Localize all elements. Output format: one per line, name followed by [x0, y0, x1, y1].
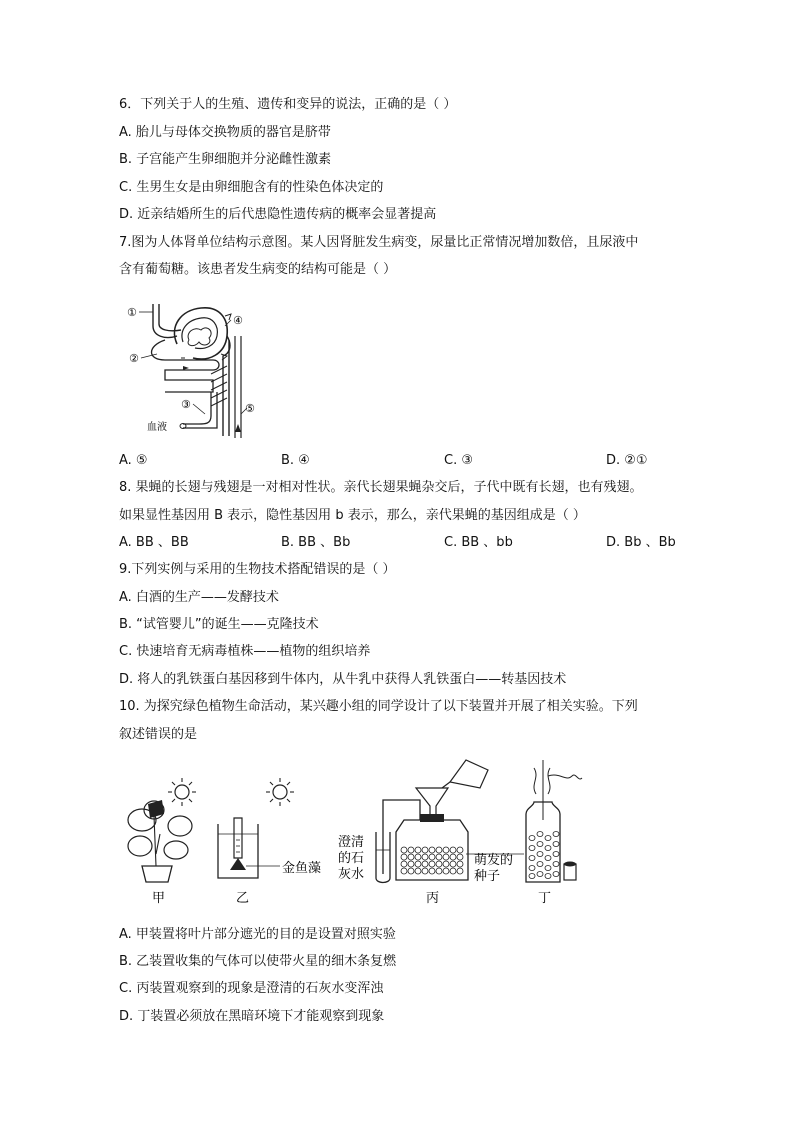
bing-apparatus	[338, 760, 488, 906]
q9-stem: 9.下列实例与采用的生物技术搭配错误的是（ ）	[119, 562, 396, 577]
q7-option-b: B. ④	[281, 453, 310, 468]
q10-stem-line-2: 叙述错误的是	[119, 727, 198, 742]
q10-option-d: D. 丁装置必须放在黑暗环境下才能观察到现象	[119, 1009, 385, 1024]
q9-option-b: B. “试管婴儿”的诞生——克隆技术	[119, 617, 319, 632]
q6-option-a: A. 胎儿与母体交换物质的器官是脐带	[119, 125, 331, 140]
nephron-label-3: ③	[181, 398, 191, 411]
q8-option-c: C. BB 、bb	[444, 535, 513, 550]
q6-option-b: B. 子宫能产生卵细胞并分泌雌性激素	[119, 152, 332, 167]
label-limewater-3: 灰水	[338, 867, 365, 882]
label-seeds-2: 种子	[474, 869, 501, 884]
nephron-label-2: ②	[129, 352, 139, 365]
nephron-label-4: ④	[233, 314, 243, 327]
jia-apparatus	[128, 778, 196, 906]
q7-stem-line-1: 7.图为人体肾单位结构示意图。某人因肾脏发生病变，尿量比正常情况增加数倍，且尿液中	[119, 235, 639, 250]
label-yi: 乙	[236, 891, 250, 906]
label-limewater-2: 的石	[338, 851, 365, 866]
q8-stem-line-1: 8. 果蝇的长翅与残翅是一对相对性状。亲代长翅果蝇杂交后，子代中既有长翅，也有残翅。	[119, 480, 643, 495]
q7-option-c: C. ③	[444, 453, 473, 468]
q10-option-a: A. 甲装置将叶片部分遮光的目的是设置对照实验	[119, 927, 396, 942]
q7-stem-line-2: 含有葡萄糖。该患者发生病变的结构可能是（ ）	[119, 262, 397, 277]
q7-option-d: D. ②①	[606, 453, 648, 468]
q8-option-d: D. Bb 、Bb	[606, 535, 676, 550]
nephron-label-1: ①	[127, 306, 137, 319]
ding-apparatus	[466, 760, 582, 906]
q8-option-b: B. BB 、Bb	[281, 535, 351, 550]
nephron-label-5: ⑤	[245, 402, 255, 415]
label-limewater-1: 澄清	[338, 835, 365, 850]
label-jia: 甲	[152, 891, 166, 906]
q9-option-d: D. 将人的乳铁蛋白基因移到牛体内，从牛乳中获得人乳铁蛋白——转基因技术	[119, 672, 567, 687]
q8-stem-line-2: 如果显性基因用 B 表示，隐性基因用 b 表示，那么，亲代果蝇的基因组成是（ ）	[119, 508, 586, 523]
q10-stem-line-1: 10. 为探究绿色植物生命活动，某兴趣小组的同学设计了以下装置并开展了相关实验。下列	[119, 699, 638, 714]
label-ding: 丁	[538, 891, 552, 906]
q10-option-b: B. 乙装置收集的气体可以使带火星的细木条复燃	[119, 954, 397, 969]
q6-option-c: C. 生男生女是由卵细胞含有的性染色体决定的	[119, 180, 384, 195]
q8-option-a: A. BB 、BB	[119, 535, 189, 550]
nephron-blood-label: 血液	[147, 422, 167, 433]
yi-apparatus	[218, 778, 321, 906]
q7-option-a: A. ⑤	[119, 453, 148, 468]
label-seeds-1: 萌发的	[474, 853, 514, 868]
q9-option-a: A. 白酒的生产——发酵技术	[119, 590, 279, 605]
q9-option-c: C. 快速培育无病毒植株——植物的组织培养	[119, 644, 371, 659]
q6-option-d: D. 近亲结婚所生的后代患隐性遗传病的概率会显著提高	[119, 207, 437, 222]
label-bing: 丙	[426, 891, 440, 906]
label-goldfish-weed: 金鱼藻	[282, 861, 322, 876]
q10-option-c: C. 丙装置观察到的现象是澄清的石灰水变浑浊	[119, 981, 384, 996]
q6-stem: 6．下列关于人的生殖、遗传和变异的说法，正确的是（ ）	[119, 97, 457, 112]
experiment-apparatus-figure	[120, 754, 590, 910]
nephron-diagram	[125, 296, 265, 442]
